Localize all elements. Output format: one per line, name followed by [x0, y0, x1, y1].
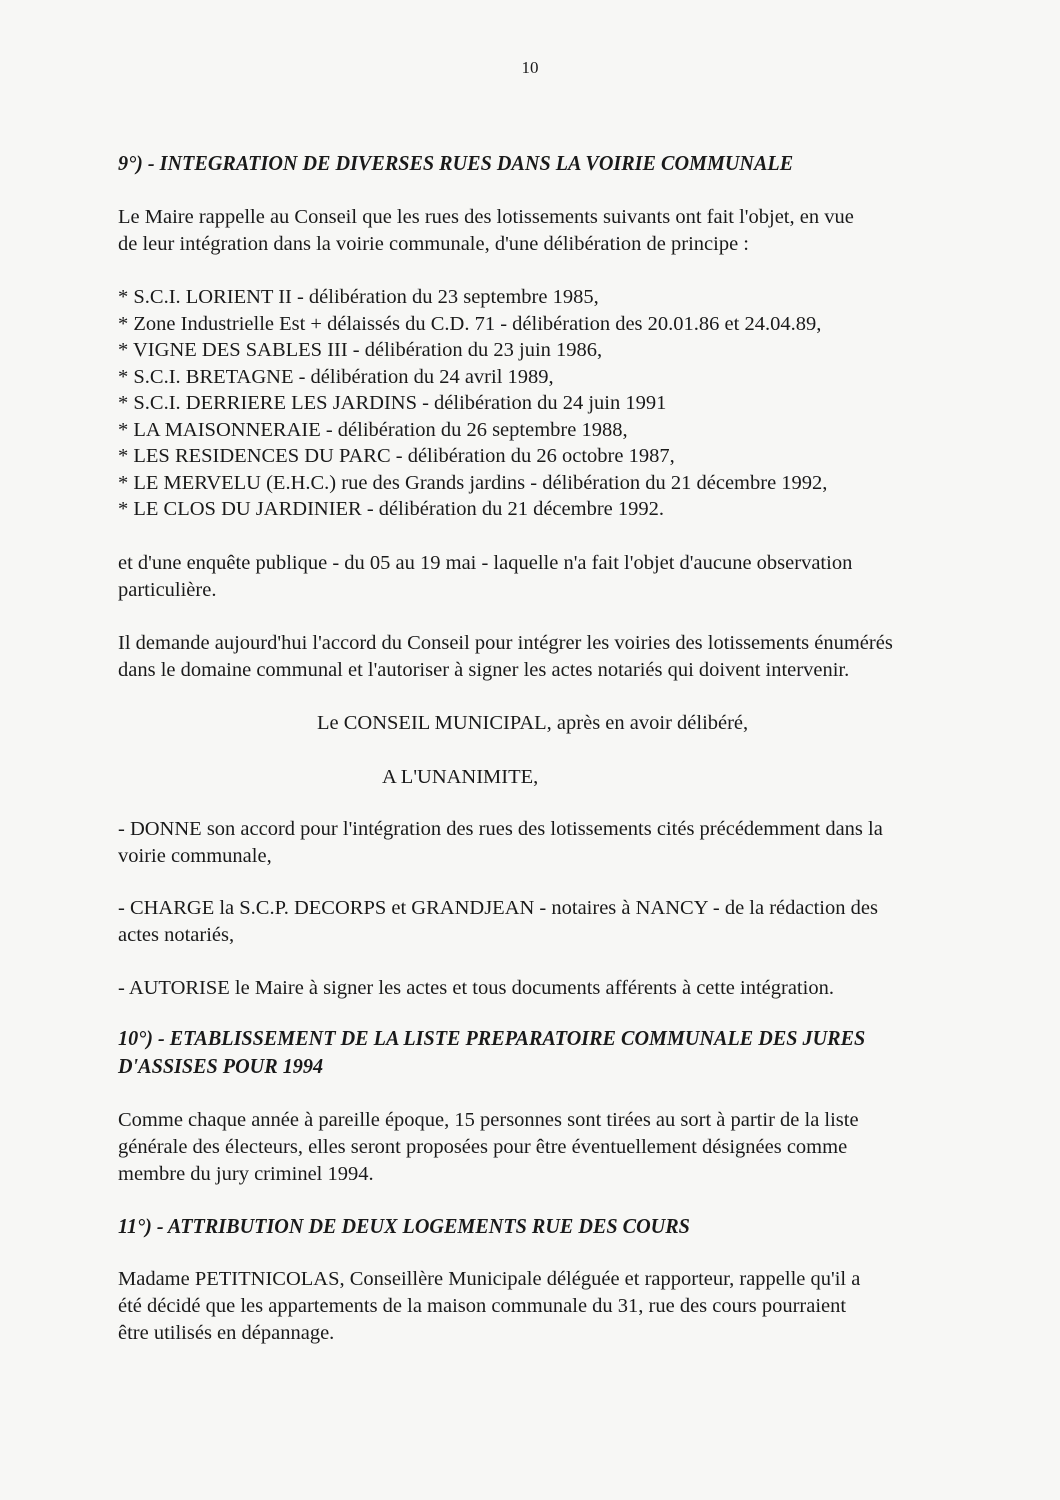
section-9-intro-line: Le Maire rappelle au Conseil que les rues des lotissements suivants ont fait l'objet, en vue: [118, 206, 854, 228]
section-10-body-line: membre du jury criminel 1994.: [118, 1163, 374, 1185]
list-item: * Zone Industrielle Est + délaissés du C.D. 71 - délibération des 20.01.86 et 24.04.89,: [118, 313, 822, 335]
decision-donne-line: voirie communale,: [118, 845, 272, 867]
section-9-intro-line: de leur intégration dans la voirie communale, d'une délibération de principe :: [118, 233, 750, 255]
decision-donne-line: - DONNE son accord pour l'intégration des rues des lotissements cités précédemment dans la: [118, 818, 883, 840]
list-item: * LA MAISONNERAIE - délibération du 26 septembre 1988,: [118, 419, 628, 441]
unanimite: A L'UNANIMITE,: [382, 766, 539, 788]
decision-charge-line: actes notariés,: [118, 924, 235, 946]
section-11-body-line: été décidé que les appartements de la maison communale du 31, rue des cours pourraient: [118, 1295, 847, 1317]
list-item: * LES RESIDENCES DU PARC - délibération du 26 octobre 1987,: [118, 445, 675, 467]
enquete-line: particulière.: [118, 579, 217, 601]
section-10-title-line: D'ASSISES POUR 1994: [118, 1054, 324, 1078]
list-item: * LE MERVELU (E.H.C.) rue des Grands jardins - délibération du 21 décembre 1992,: [118, 472, 828, 494]
conseil-deliberation: Le CONSEIL MUNICIPAL, après en avoir délibéré,: [317, 712, 749, 734]
decision-charge-line: - CHARGE la S.C.P. DECORPS et GRANDJEAN - notaires à NANCY - de la rédaction des: [118, 897, 878, 919]
section-10-title-line: 10°) - ETABLISSEMENT DE LA LISTE PREPARATOIRE COMMUNALE DES JURES: [118, 1026, 866, 1050]
section-9-title: 9°) - INTEGRATION DE DIVERSES RUES DANS LA VOIRIE COMMUNALE: [118, 151, 794, 175]
list-item: * VIGNE DES SABLES III - délibération du 23 juin 1986,: [118, 339, 603, 361]
list-item: * S.C.I. DERRIERE LES JARDINS - délibération du 24 juin 1991: [118, 392, 667, 414]
list-item: * LE CLOS DU JARDINIER - délibération du 21 décembre 1992.: [118, 498, 664, 520]
section-10-body-line: générale des électeurs, elles seront proposées pour être éventuellement désignées comme: [118, 1136, 848, 1158]
list-item: * S.C.I. LORIENT II - délibération du 23 septembre 1985,: [118, 286, 599, 308]
section-10-body-line: Comme chaque année à pareille époque, 15 personnes sont tirées au sort à partir de la liste: [118, 1109, 859, 1131]
section-11-body-line: Madame PETITNICOLAS, Conseillère Municipale déléguée et rapporteur, rappelle qu'il a: [118, 1268, 861, 1290]
decision-autorise: - AUTORISE le Maire à signer les actes et tous documents afférents à cette intégration.: [118, 977, 834, 999]
demande-line: Il demande aujourd'hui l'accord du Conseil pour intégrer les voiries des lotissements énumérés: [118, 632, 893, 654]
enquete-line: et d'une enquête publique - du 05 au 19 mai - laquelle n'a fait l'objet d'aucune observation: [118, 552, 853, 574]
section-11-title: 11°) - ATTRIBUTION DE DEUX LOGEMENTS RUE DES COURS: [118, 1214, 690, 1238]
demande-line: dans le domaine communal et l'autoriser à signer les actes notariés qui doivent intervenir.: [118, 659, 850, 681]
section-11-body-line: être utilisés en dépannage.: [118, 1322, 335, 1344]
list-item: * S.C.I. BRETAGNE - délibération du 24 avril 1989,: [118, 366, 554, 388]
page-number: 10: [521, 58, 539, 77]
